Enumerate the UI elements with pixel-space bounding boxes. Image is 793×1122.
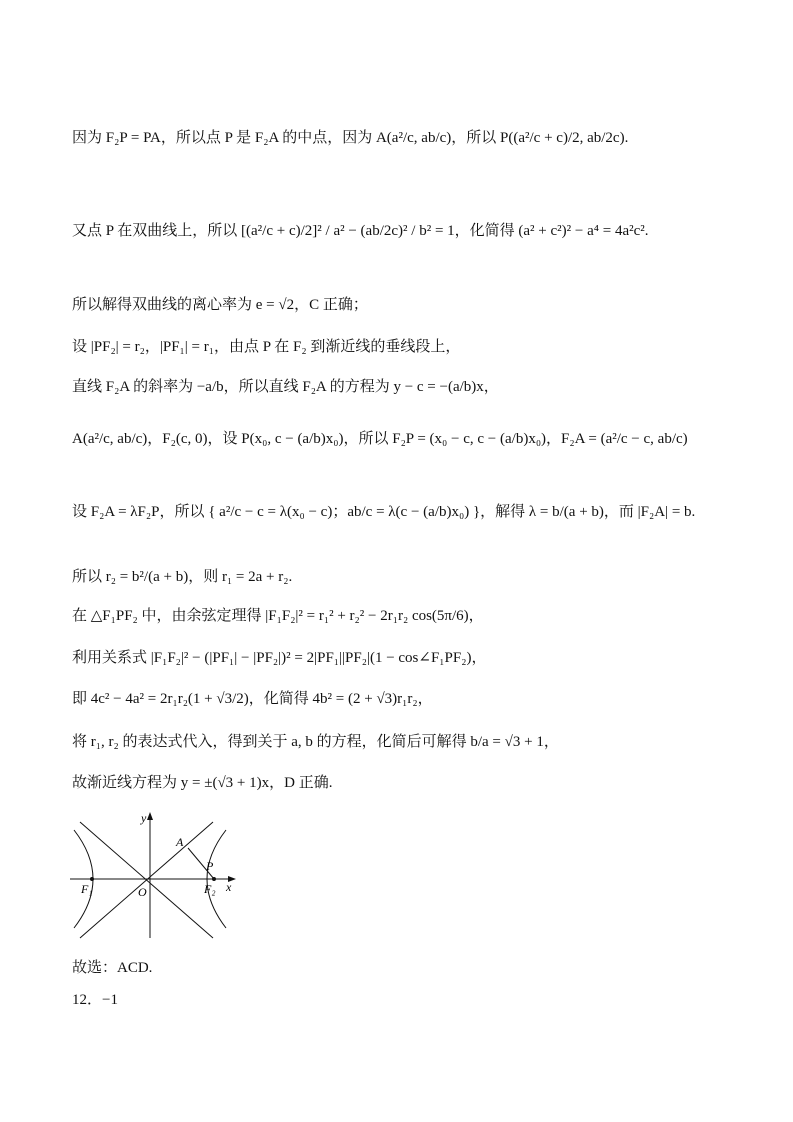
solution-line-10: 利用关系式 |F₁F₂|² − (|PF₁| − |PF₂|)² = 2|PF₁||PF₂|(1 − cos∠F₁PF₂)， <box>72 650 487 666</box>
solution-line-7: 设 F₂A = λF₂P，所以 { a²/c − c = λ(x₀ − c)；ab/c = λ(c − (a/b)x₀) }，解得 λ = b/(a + b)，而 |F₂A| = b. <box>72 504 696 520</box>
label-f2: F₂ <box>204 882 216 896</box>
solution-line-4: 设 |PF₂| = r₂，|PF₁| = r₁，由点 P 在 F₂ 到渐近线的垂线段上， <box>72 339 461 355</box>
label-p: P <box>206 859 214 873</box>
solution-line-12: 将 r₁, r₂ 的表达式代入，得到关于 a, b 的方程，化简后可解得 b/a = √3 + 1， <box>72 734 559 750</box>
solution-line-5: 直线 F₂A 的斜率为 −a/b，所以直线 F₂A 的方程为 y − c = −(a/b)x， <box>72 379 499 395</box>
y-axis-arrow <box>147 812 153 820</box>
solution-line-9: 在 △F₁PF₂ 中，由余弦定理得 |F₁F₂|² = r₁² + r₂² − 2r₁r₂ cos(5π/6)， <box>72 608 484 624</box>
solution-line-2: 又点 P 在双曲线上，所以 [(a²/c + c)/2]² / a² − (ab/2c)² / b² = 1，化简得 (a² + c²)² − a⁴ = 4a²c². <box>72 223 649 239</box>
label-x: x <box>226 880 232 894</box>
next-answer: 12．−1 <box>72 992 118 1008</box>
label-o: O <box>138 885 147 899</box>
solution-line-8: 所以 r₂ = b²/(a + b)，则 r₁ = 2a + r₂. <box>72 569 293 585</box>
hyperbola-figure <box>68 808 248 943</box>
label-a: A <box>176 835 184 849</box>
focus-f1 <box>90 877 94 881</box>
solution-line-6: A(a²/c, ab/c)，F₂(c, 0)，设 P(x₀, c − (a/b)x₀)，所以 F₂P = (x₀ − c, c − (a/b)x₀)，F₂A = (a²/c − c, ab/c) <box>72 431 688 447</box>
solution-line-3: 所以解得双曲线的离心率为 e = √2，C 正确； <box>72 297 368 313</box>
answer-choice: 故选：ACD. <box>72 960 153 976</box>
solution-line-13: 故渐近线方程为 y = ±(√3 + 1)x，D 正确. <box>72 775 333 791</box>
solution-line-11: 即 4c² − 4a² = 2r₁r₂(1 + √3/2)，化简得 4b² = (2 + √3)r₁r₂， <box>72 691 433 707</box>
focus-f2 <box>212 877 216 881</box>
label-y: y <box>141 811 147 825</box>
solution-line-1: 因为 F₂P = PA，所以点 P 是 F₂A 的中点，因为 A(a²/c, ab/c)，所以 P((a²/c + c)/2, ab/2c). <box>72 130 629 146</box>
label-f1: F₁ <box>81 882 93 896</box>
